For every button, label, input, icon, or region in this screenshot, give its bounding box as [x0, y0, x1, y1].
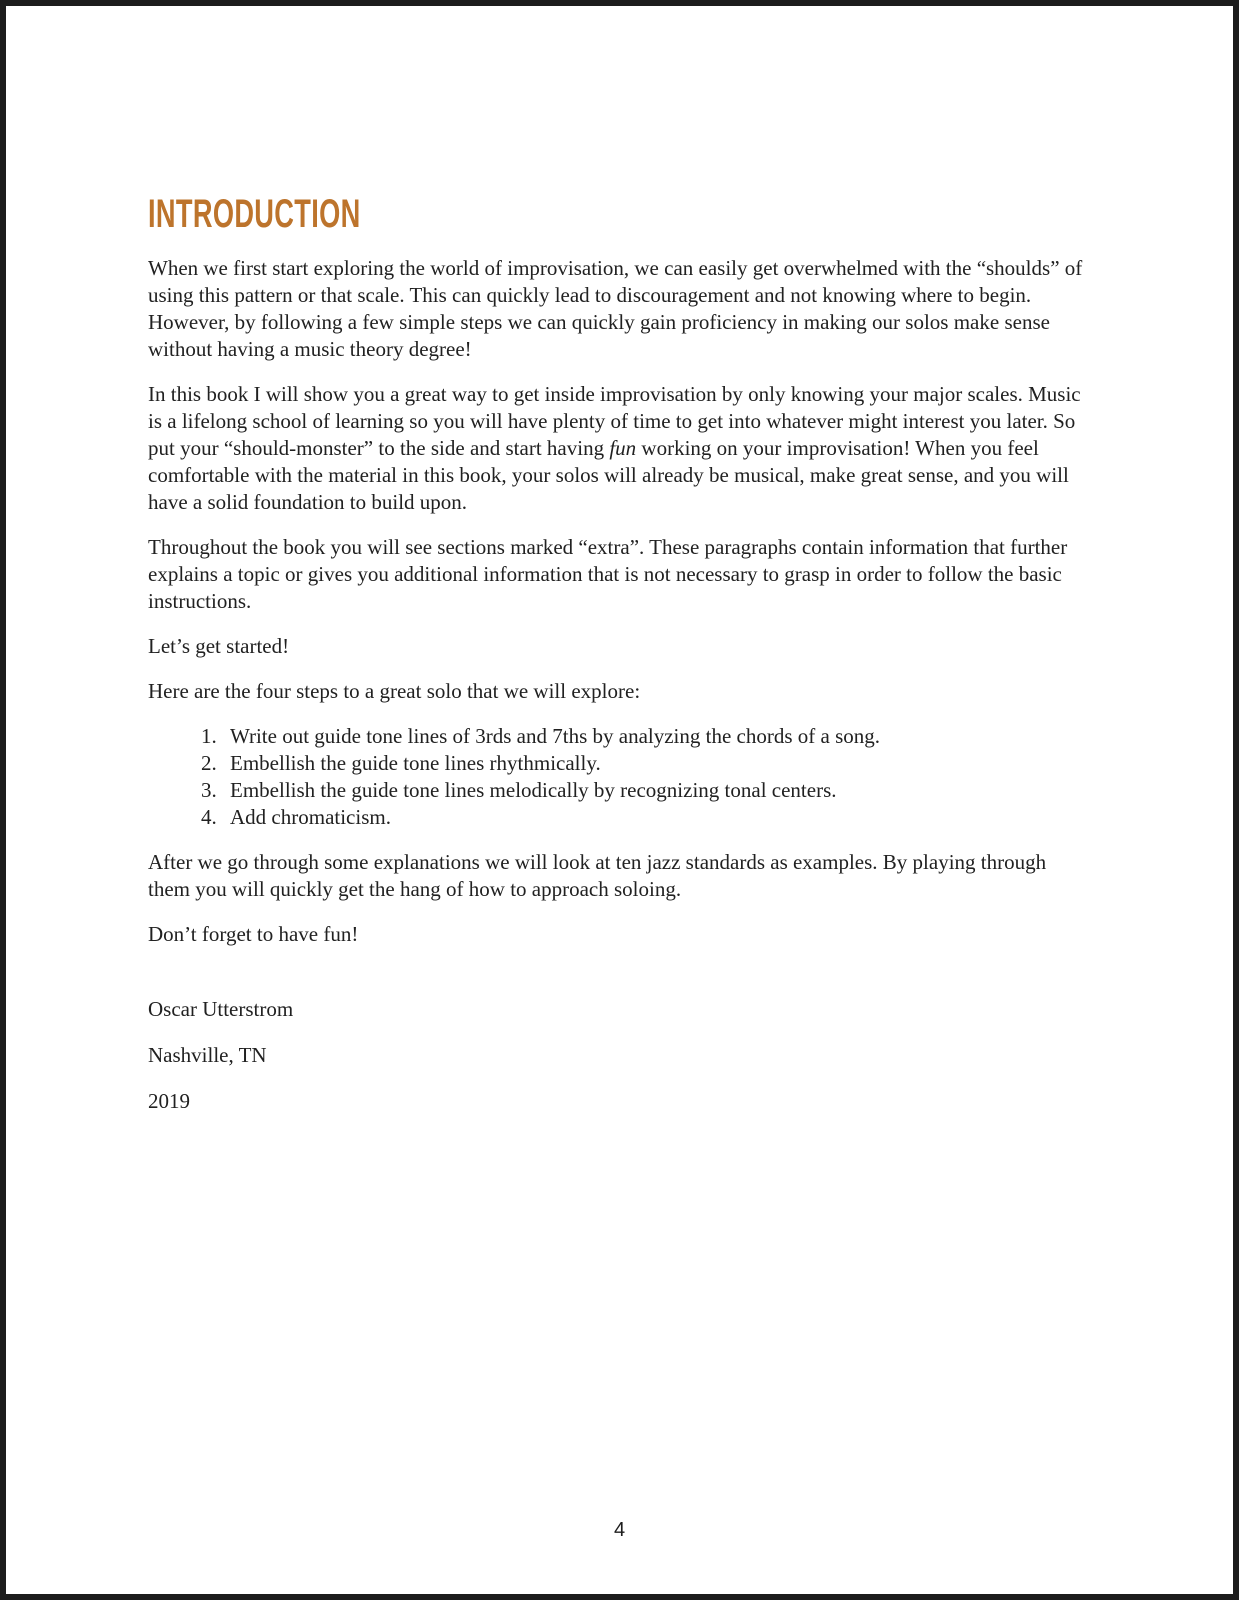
signature-block [148, 996, 1085, 1115]
section-heading [148, 194, 1085, 234]
section-heading-text: INTRODUCTION [148, 192, 361, 236]
paragraph-book-approach [148, 381, 1085, 516]
paragraph-four-steps-intro: Here are the four steps to a great solo that we will explore: [148, 679, 641, 703]
paragraph-extra-sections: Throughout the book you will see sections marked “extra”. These paragraphs contain information that further explains a topic or gives you additional information that is not necessary to grasp in order to follow the basic instructions. [148, 535, 1068, 613]
author-name: Oscar Utterstrom [148, 997, 294, 1021]
paragraph-book-approach-after: working on your improvisation! When you feel comfortable with the material in this book, your solos will already be musical, make great sense, and you will have a solid foundation to build upon. [148, 436, 1069, 514]
step-item-3: 3. Embellish the guide tone lines melodically by recognizing tonal centers. [222, 777, 1085, 804]
paragraph-book-approach-before: In this book I will show you a great way to get inside improvisation by only knowing your major scales. Music is a lifelong school of learning so you will have plenty of time to get into whatever might interest you later. So put your “should-monster” to the side and start having [148, 382, 1081, 460]
paragraph-dont-forget-fun: Don’t forget to have fun! [148, 922, 359, 946]
author-location: Nashville, TN [148, 1043, 267, 1067]
step-item-2: 2. Embellish the guide tone lines rhythmically. [222, 750, 1085, 777]
paragraph-lets-get-started: Let’s get started! [148, 634, 290, 658]
italic-word-fun: fun [609, 436, 637, 460]
page-number: 4 [613, 1519, 626, 1541]
steps-list [148, 723, 1085, 831]
paragraph-overwhelmed: When we first start exploring the world of improvisation, we can easily get overwhelmed with the “shoulds” of using this pattern or that scale. This can quickly lead to discouragement and not knowing where to begin. However, by following a few simple steps we can quickly gain proficiency in making our solos make sense without having a music theory degree! [148, 256, 1083, 361]
step-item-4: 4. Add chromaticism. [222, 804, 1085, 831]
step-item-1: 1. Write out guide tone lines of 3rds and 7ths by analyzing the chords of a song. [222, 723, 1085, 750]
page-content [6, 6, 1233, 1115]
author-year: 2019 [148, 1089, 190, 1113]
paragraph-jazz-standards: After we go through some explanations we will look at ten jazz standards as examples. By playing through them you will quickly get the hang of how to approach soloing. [148, 850, 1047, 901]
